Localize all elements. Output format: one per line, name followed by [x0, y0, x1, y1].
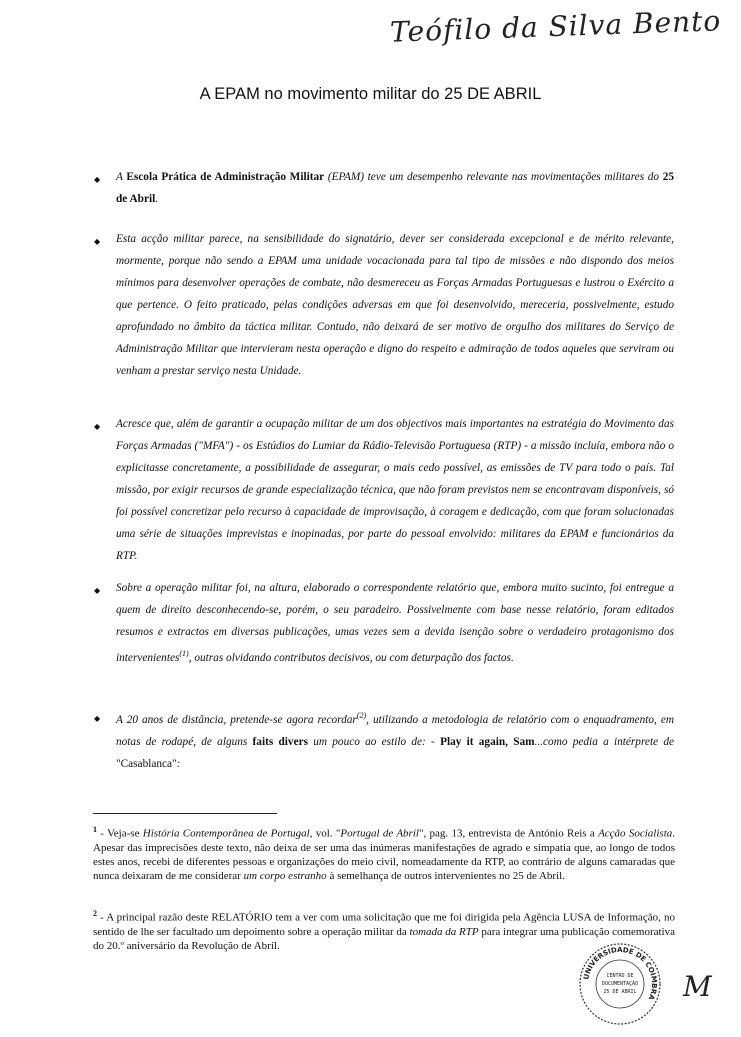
- footnote-2: $^2$ - A principal razão deste RELATÓRIO tem a ver com uma solicitação que me foi dirigida pela Agência LUSA de Informação, no sentido de lhe ser facultado um depoimento sobre a operação militar da tomada da RTP para integrar uma publicação comemorativa do 20.º aniversário da Revolução de Abril.: [93, 909, 675, 952]
- paragraph-1: A Escola Prática de Administração Militar (EPAM) teve um desempenho relevante nas movimentações militares do 25 de Abril.: [116, 171, 674, 205]
- footnote-divider: [93, 813, 277, 814]
- bullet-icon: ◆: [94, 714, 101, 723]
- bullet-icon: ◆: [94, 175, 101, 184]
- handwritten-initial: M: [683, 970, 712, 1003]
- stamp-line-2: DOCUMENTAÇÃO: [601, 981, 639, 987]
- paragraph-5: A 20 anos de distância, pretende-se agora recordar$^{(2)}$, utilizando a metodologia de relatório com o enquadramento, em notas de rodapé, de alguns faits divers um pouco ao estilo de: - Play it again, Sam...como pedia a intérprete de "Casablanca":: [116, 711, 675, 770]
- bullet-icon: ◆: [94, 586, 101, 595]
- archive-stamp: [578, 942, 662, 1026]
- paragraph-4: Sobre a operação militar foi, na altura, elaborado o correspondente relatório que, embora muito sucinto, foi entregue a quem de direito desconhecendo-se, porém, o seu paradeiro. Possivelmente com base nesse relatório, foram editados resumos e extractos em diversas publicações, umas vezes sem a devida isenção sobre o verdadeiro protagonismo dos intervenientes$^{(1)}$, outras olvidando contributos decisivos, ou com deturpação dos factos.: [116, 582, 674, 664]
- bullet-icon: ◆: [94, 422, 101, 431]
- stamp-graphic: [578, 942, 662, 1026]
- paragraph-2: Esta acção militar parece, na sensibilidade do signatário, dever ser considerada excepcional e de mérito relevante, mormente, porque não sendo a EPAM uma unidade vocacionada para tal tipo de missões e não dispondo dos meios mínimos para desenvolver operações de combate, não desmereceu as Forças Armadas Portuguesas e lustrou o Exército a que pertence. O feito praticado, pelas condições adversas em que foi desenvolvido, mereceria, possivelmente, estudo aprofundado no âmbito da táctica militar. Contudo, não deixará de ser motivo de orgulho dos militares do Serviço de Administração Militar que intervieram nesta operação e digno do respeito e admiração de todos aqueles que serviram ou venham a prestar serviço nesta Unidade.: [116, 233, 674, 377]
- stamp-ring-text: UNIVERSIDADE DE COIMBRA: [582, 945, 659, 1002]
- paragraph-3: Acresce que, além de garantir a ocupação militar de um dos objectivos mais importantes na estratégia do Movimento das Forças Armadas ("MFA") - os Estúdios do Lumiar da Rádio-Televisão Portuguesa (RTP) - a missão incluía, embora não o explicitasse concretamente, a possibilidade de assegurar, o mais cedo possível, as emissões de TV para todo o país. Tal missão, por exigir recursos de grande especialização técnica, que não foram previstos nem se encontravam disponíveis, só foi possível concretizar pelo recurso à capacidade de improvisação, à coragem e dedicação, com que foram solucionadas uma série de situações imprevistas e inopinadas, por parte do pessoal envolvido: militares da EPAM e funcionários da RTP.: [116, 418, 674, 562]
- bullet-icon: ◆: [94, 237, 101, 246]
- page-title: A EPAM no movimento militar do 25 DE ABRIL: [199, 85, 542, 103]
- handwritten-signature: Teófilo da Silva Bento: [389, 4, 722, 49]
- footnote-1: $^1$ - Veja-se História Contemporânea de Portugal, vol. "Portugal de Abril", pag. 13, entrevista de António Reis a Acção Socialista. Apesar das imprecisões deste texto, não deixa de ser uma das inúmeras manifestações de agrado e simpatia que, ao longo de todos estes anos, recebi de diferentes pessoas e organizações do meio civil, nomeadamente da RTP, ao contrário de alguns camaradas que nunca deixaram de me considerar um corpo estranho à semelhança de outros intervenientes no 25 de Abril.: [93, 825, 676, 882]
- stamp-line-1: CENTRO DE: [606, 973, 634, 979]
- stamp-line-3: 25 DE ABRIL: [603, 989, 637, 995]
